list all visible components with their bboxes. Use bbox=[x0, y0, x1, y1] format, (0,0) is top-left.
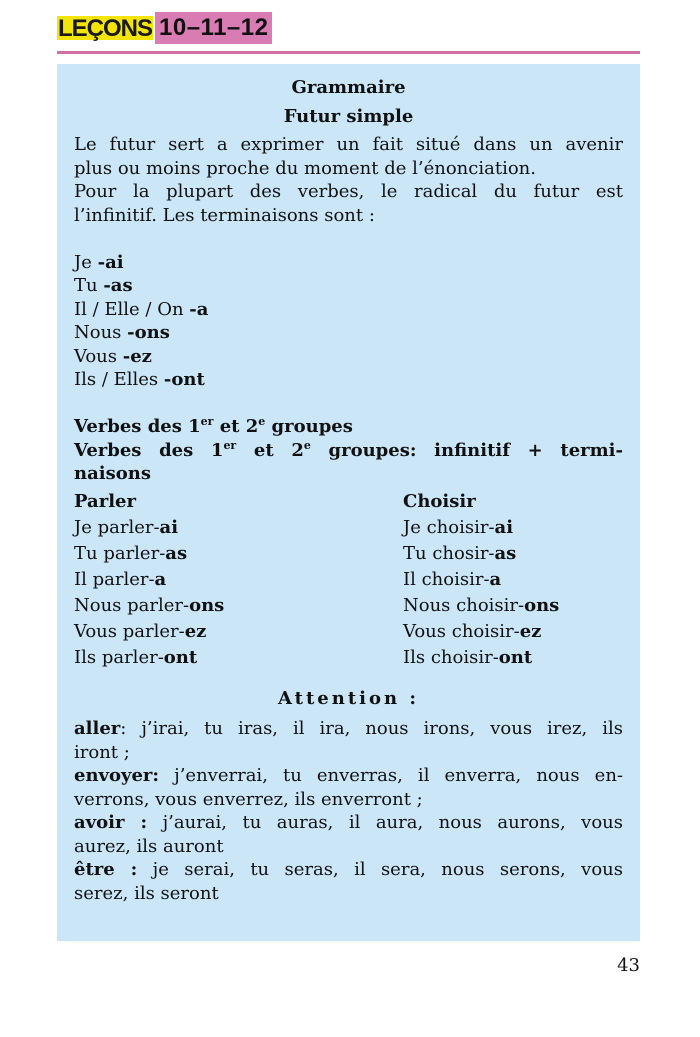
page-number: 43 bbox=[617, 955, 640, 976]
parler-title: Parler bbox=[74, 490, 136, 512]
irregular-line: avoir : j’aurai, tu auras, il aura, nous aurons, vous bbox=[74, 812, 623, 833]
conjugation-row: Je parler-ai bbox=[74, 516, 179, 538]
conjugation-row: Tu chosir-as bbox=[403, 542, 517, 564]
intro-line: l’infinitif. Les terminaisons sont : bbox=[74, 204, 375, 226]
conjugation-row: Nous choisir-ons bbox=[403, 594, 560, 616]
irregular-line: aller: j’irai, tu iras, il ira, nous irons, vous irez, ils bbox=[74, 718, 623, 739]
intro-line: Le futur sert a exprimer un fait situé dans un avenir bbox=[74, 134, 623, 155]
choisir-column bbox=[403, 489, 623, 671]
ending-row: Nous -ons bbox=[74, 322, 170, 343]
grammar-box bbox=[57, 64, 640, 941]
choisir-title: Choisir bbox=[403, 490, 476, 512]
groups-heading-3: naisons bbox=[74, 463, 151, 484]
conjugation-table bbox=[74, 489, 623, 671]
irregular-verbs bbox=[74, 717, 623, 905]
intro-line: Pour la plupart des verbes, le radical du futur est bbox=[74, 181, 623, 202]
lesson-header bbox=[57, 10, 272, 46]
ending-row: Il / Elle / On -a bbox=[74, 298, 209, 320]
conjugation-row: Nous parler-ons bbox=[74, 594, 225, 616]
irregular-line: serez, ils seront bbox=[74, 882, 219, 904]
header-divider bbox=[57, 51, 640, 54]
irregular-line: envoyer: j’enverrai, tu enverras, il enverra, nous en- bbox=[74, 765, 623, 786]
irregular-line: verrons, vous enverrez, ils enverront ; bbox=[74, 788, 423, 810]
ending-row: Vous -ez bbox=[74, 345, 152, 367]
grammar-title: Grammaire bbox=[291, 77, 406, 98]
ending-row: Tu -as bbox=[74, 275, 133, 296]
endings-list bbox=[74, 251, 623, 392]
ending-row: Ils / Elles -ont bbox=[74, 369, 205, 390]
conjugation-row: Vous parler-ez bbox=[74, 620, 207, 642]
futur-simple-heading: Futur simple bbox=[283, 106, 414, 127]
ending-row: Je -ai bbox=[74, 251, 124, 273]
intro-line: plus ou moins proche du moment de l’énonciation. bbox=[74, 157, 536, 179]
intro-paragraph bbox=[74, 133, 623, 227]
conjugation-row: Tu parler-as bbox=[74, 542, 188, 564]
irregular-line: aurez, ils auront bbox=[74, 835, 224, 857]
groups-heading-1: Verbes des 1er et 2e groupes bbox=[74, 415, 353, 437]
irregular-line: être : je serai, tu seras, il sera, nous serons, vous bbox=[74, 859, 623, 880]
lesson-numbers: 10–11–12 bbox=[155, 12, 272, 44]
conjugation-row: Ils choisir-ont bbox=[403, 646, 533, 668]
conjugation-row: Il choisir-a bbox=[403, 568, 502, 590]
groups-heading-2: Verbes des 1er et 2e groupes: infinitif + termi- bbox=[74, 438, 623, 461]
conjugation-row: Ils parler-ont bbox=[74, 646, 198, 668]
conjugation-row: Vous choisir-ez bbox=[403, 620, 542, 642]
conjugation-row: Je choisir-ai bbox=[403, 516, 514, 538]
irregular-line: iront ; bbox=[74, 741, 130, 763]
conjugation-row: Il parler-a bbox=[74, 568, 167, 590]
parler-column bbox=[74, 489, 403, 671]
lessons-label: LEÇONS bbox=[58, 15, 153, 42]
attention-heading: Attention : bbox=[278, 687, 419, 709]
